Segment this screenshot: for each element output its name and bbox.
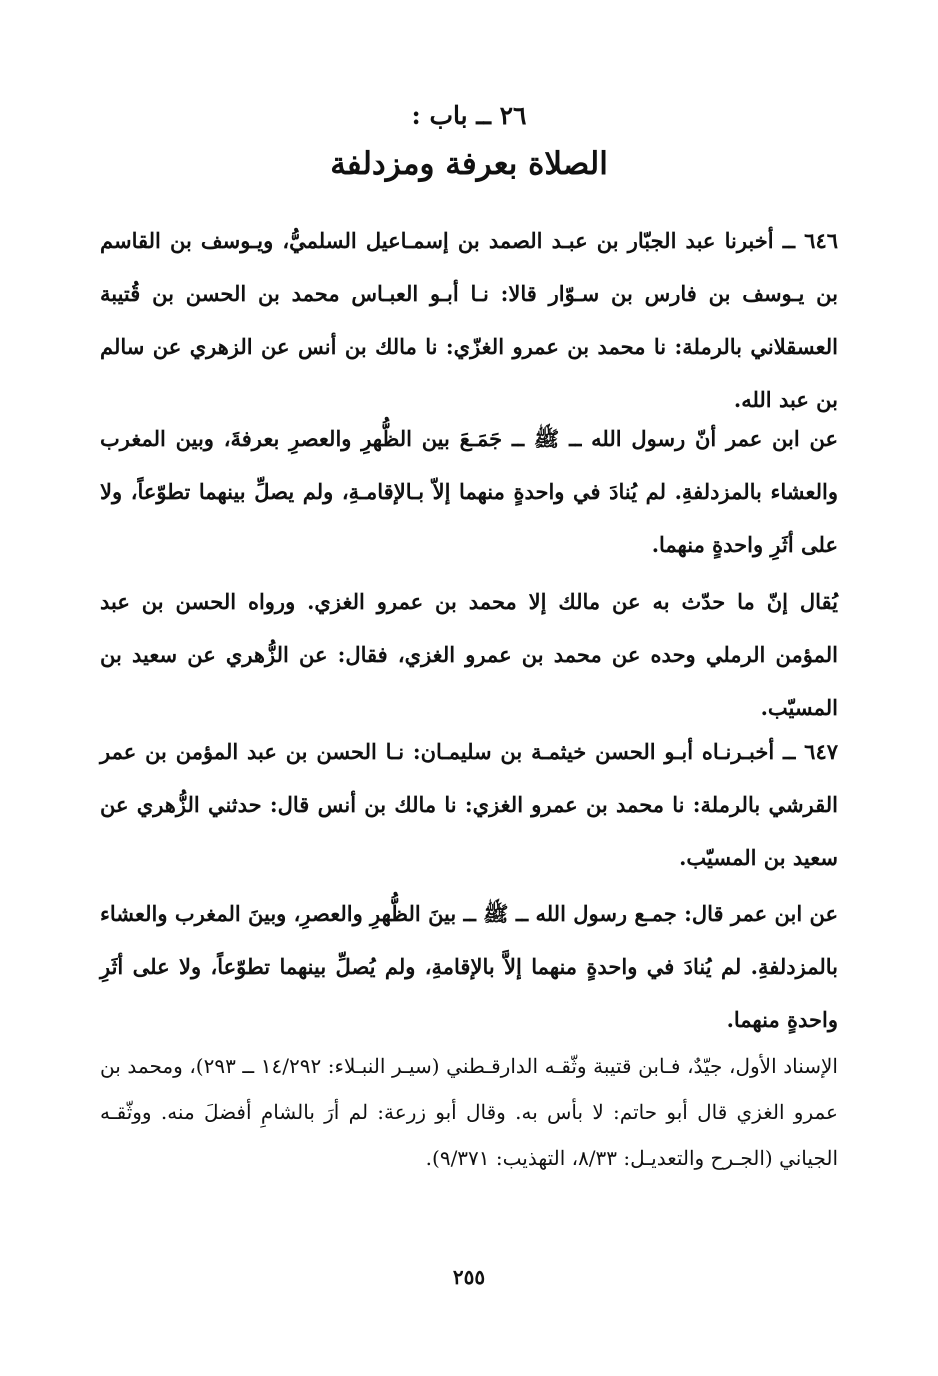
page-number: ٢٥٥ xyxy=(452,1265,486,1289)
hadith-number: ٦٤٧ ــ xyxy=(783,739,839,764)
commentary-646 xyxy=(100,575,838,734)
chapter-number: ٢٦ ــ باب : xyxy=(411,101,527,130)
hadith-isnad-text: أخبرنا عبد الجبّار بن عبـد الصمد بن إسمـاعيل السلميُّ، ويـوسف بن القاسم بن يـوسف بن فارس بن سـوّار قالا: نـا أبـو العبـاس محمد بن الحسن بن قُتيبة العسقلاني بالرملة: نا محمد بن عمرو الغزّي: نا مالك بن أنس عن الزهري عن سالم بن عبد الله. xyxy=(100,228,838,412)
hadith-647-matn xyxy=(100,887,838,1046)
takhrij-note xyxy=(100,1043,838,1181)
chapter-title: الصلاة بعرفة ومزدلفة xyxy=(330,146,608,182)
hadith-647-isnad xyxy=(100,725,838,884)
commentary-text: يُقال إنّ ما حدّث به عن مالك إلا محمد بن عمرو الغزي. ورواه الحسن بن عبد المؤمن الرملي وحده عن محمد بن عمرو الغزي، فقال: عن الزُّهري عن سعيد بن المسيّب. xyxy=(100,589,838,720)
takhrij-text: الإسناد الأول، جيّدٌ، فـابن قتيبة وثّقـه الدارقـطني (سيـر النبـلاء: ١٤/٢٩٢ ــ ٢٩٣)، ومحمد بن عمرو الغزي قال أبو حاتم: لا بأس به. وقال أبو زرعة: لم أرَ بالشامِ أفضلَ منه. ووثّقـه الجياني (الجـرح والتعديـل: ٨/٣٣، التهذيب: ٩/٣٧١). xyxy=(100,1054,838,1170)
hadith-number: ٦٤٦ ــ xyxy=(782,228,839,253)
hadith-isnad-text: أخبـرنـاه أبـو الحسن خيثمـة بن سليمـان: نـا الحسن بن عبد المؤمن بن عمر القرشي بالرملة: نا محمد بن عمرو الغزي: نا مالك بن أنس قال: حدثني الزُّهري عن سعيد بن المسيّب. xyxy=(100,739,838,870)
hadith-646-matn xyxy=(100,412,838,571)
hadith-matn-text: عن ابن عمر قال: جمـع رسول الله ــ ﷺ ــ بينَ الظُّهرِ والعصرِ، وبينَ المغرب والعشاء بالمزدلفةِ. لم يُنادَ في واحدةٍ منهما إلاَّ بالإقامةِ، ولم يُصلِّ بينهما تطوّعاً، ولا على أثَرِ واحدةٍ منهما. xyxy=(100,901,838,1032)
hadith-646-isnad xyxy=(100,214,838,426)
hadith-matn-text: عن ابن عمر أنّ رسول الله ــ ﷺ ــ جَمَـعَ بين الظُّهرِ والعصرِ بعرفةَ، وبين المغرب والعشاء بالمزدلفةِ. لم يُنادَ في واحدةٍ منهما إلاّ بـالإقامـةِ، ولم يصلِّ بينهما تطوّعاً، ولا على أثَرِ واحدةٍ منهما. xyxy=(100,426,838,557)
